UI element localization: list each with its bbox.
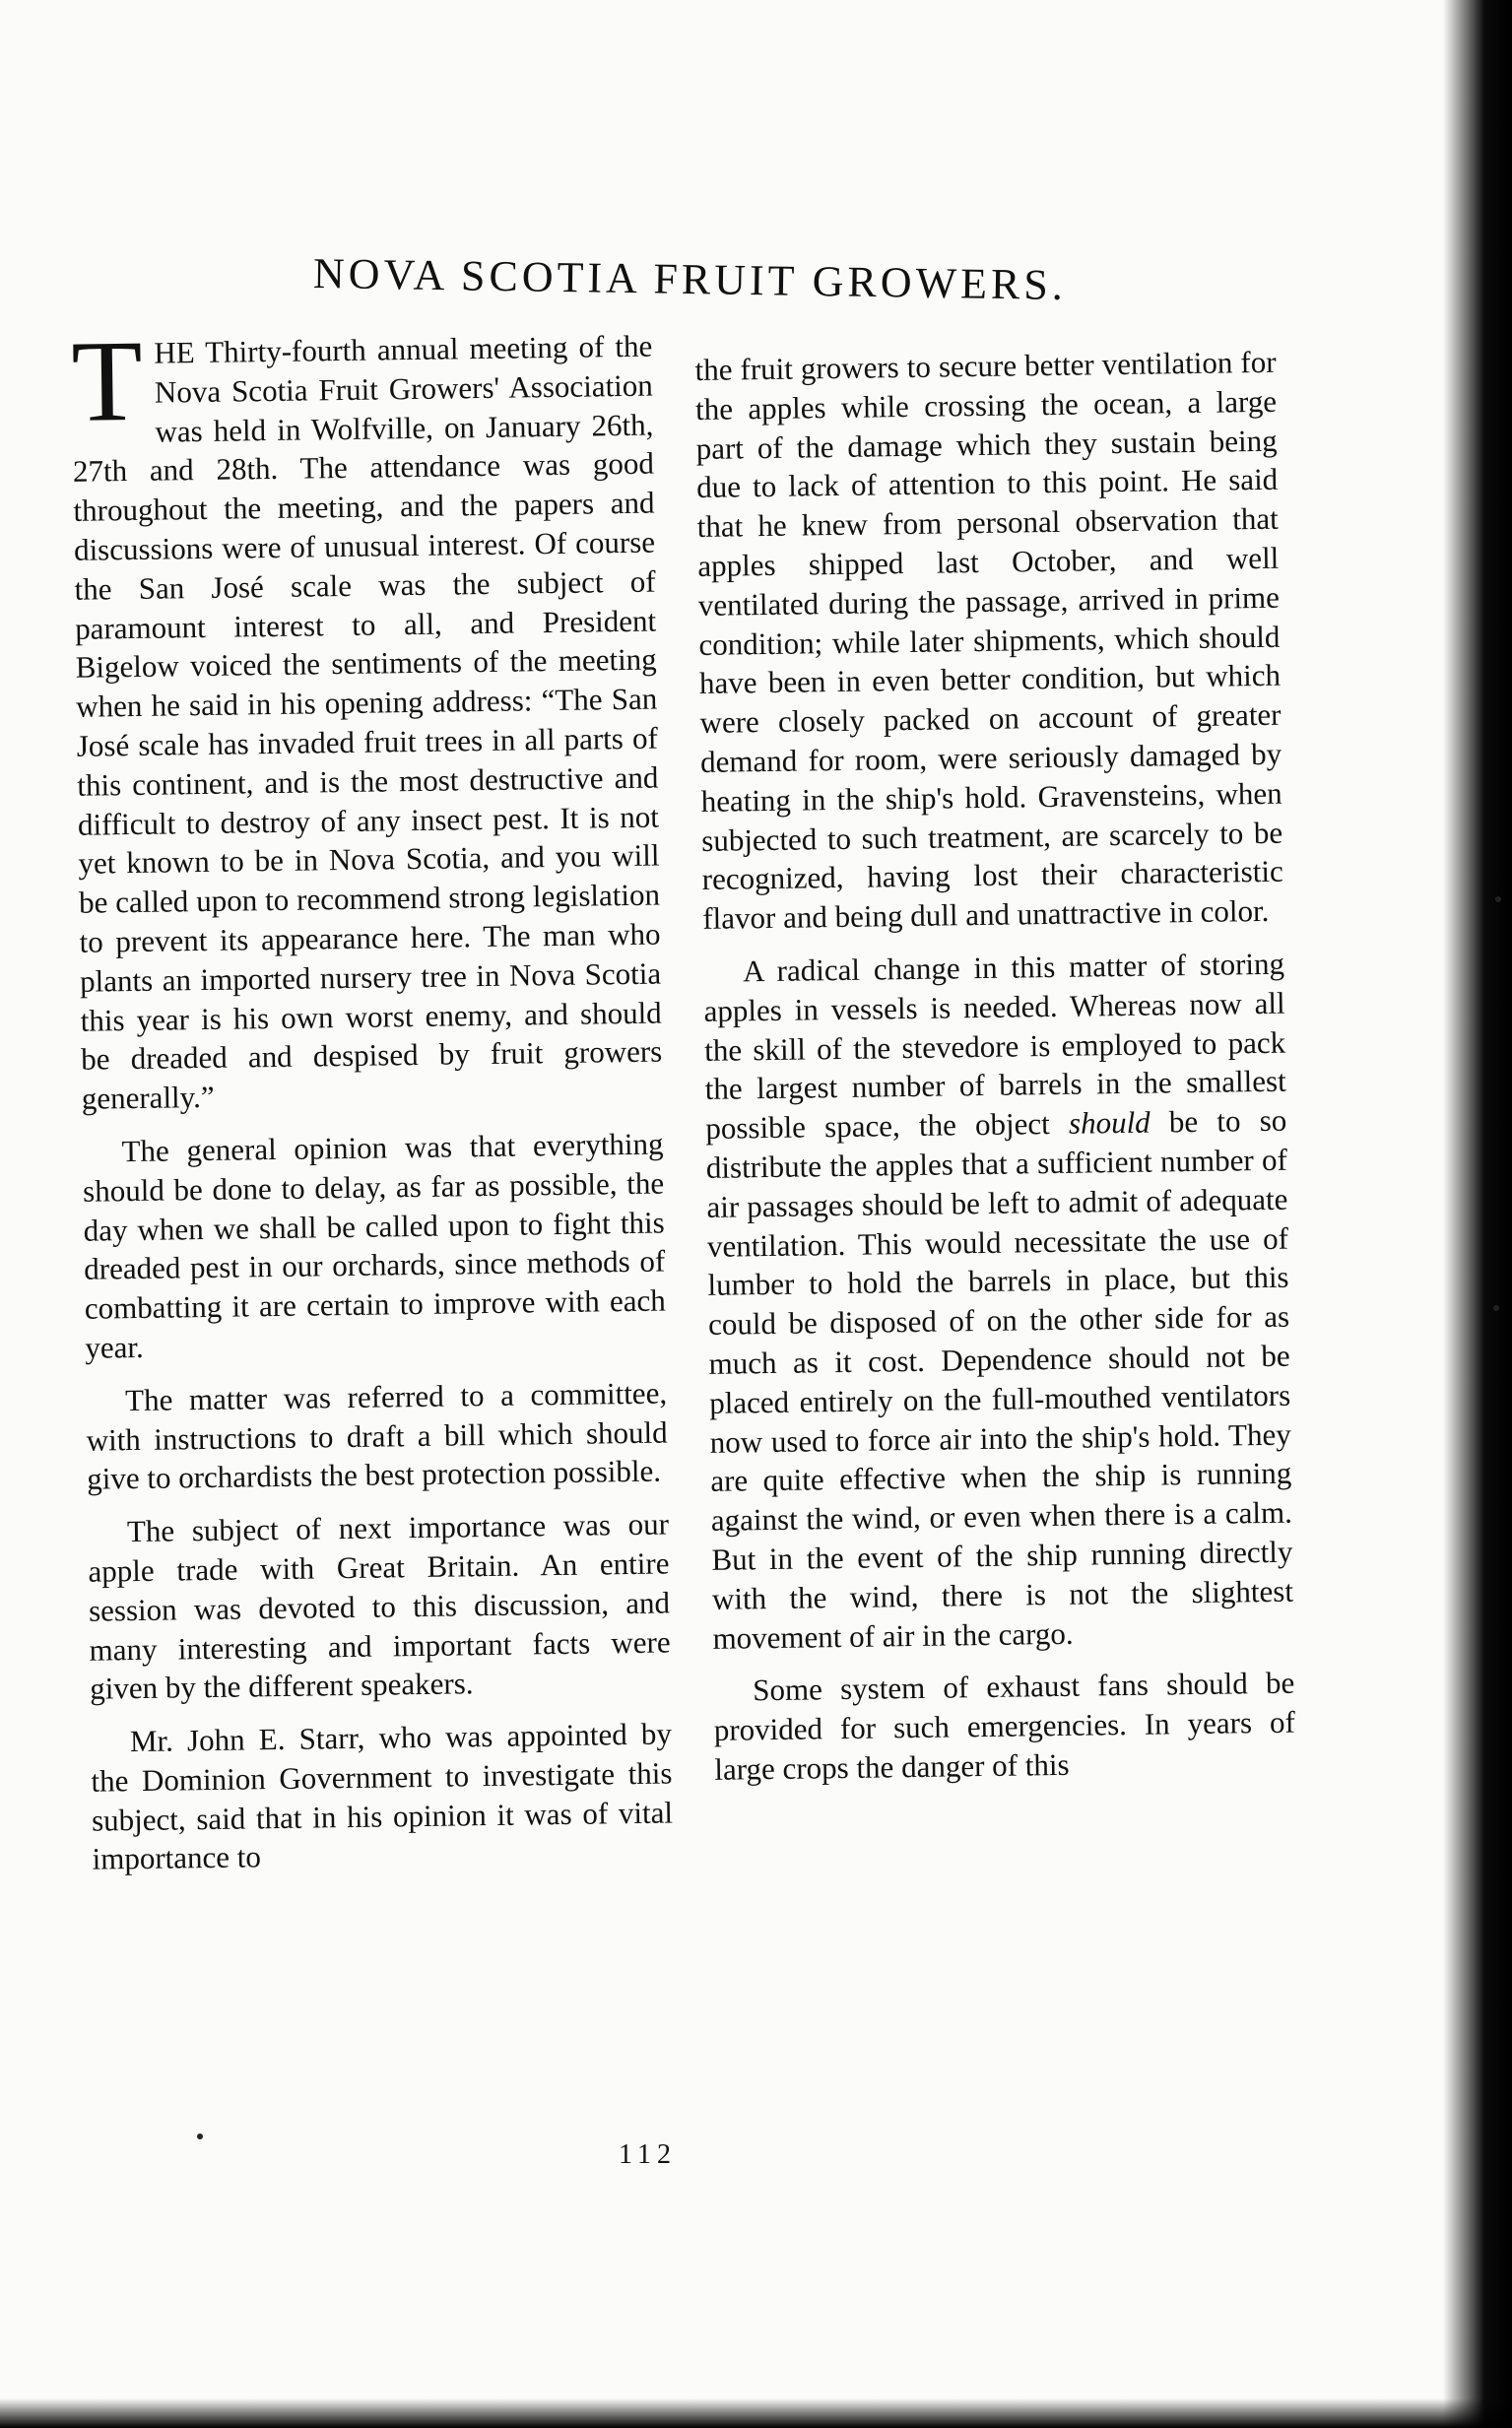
print-speck [1495, 896, 1501, 902]
left-column [70, 315, 674, 1893]
drop-cap: T [70, 315, 144, 446]
paragraph-4: The subject of next importance was our apple trade with Great Britain. An entire session was devoted to this discussion, and many interesting and important facts were given by the different speakers. [88, 1506, 671, 1706]
page-number: 112 [619, 2139, 677, 2170]
page-bottom-shadow [0, 2398, 1512, 2428]
paragraph-8: Some system of exhaust fans should be provided for such emergencies. In years of large crops the danger of this [713, 1665, 1296, 1787]
paragraph-3: The matter was referred to a committee, with instructions to draft a bill which should give to orchardists the best protection possible. [86, 1375, 668, 1497]
paragraph-1 [70, 315, 663, 1119]
print-speck [1493, 1305, 1499, 1311]
paragraph-7-text-a: A radical change in this matter of storing apples in vessels is needed. Whereas now all the skill of the stevedore is employed to pack the largest number of barrels in the smallest possible space, the object [703, 946, 1286, 1147]
article-body [59, 315, 1301, 2167]
article-title: NOVA SCOTIA FRUIT GROWERS. [312, 249, 1068, 310]
paragraph-1-text: HE Thirty-fourth annual meeting of the Nova Scotia Fruit Growers' Association was held in Wolfville, on January 26th, 27th and 28th. The attendance was good throughout the meeting, and the papers and discussions were of unusual interest. Of course the San José scale was the subject of paramount interest to all, and President Bigelow voiced the sentiments of the meeting when he said in his opening address: “The San José scale has invaded fruit trees in all parts of this continent, and is the most destructive and difficult to destroy of any insect pest. It is not yet known to be in Nova Scotia, and you will be called upon to recommend strong legislation to prevent its appearance here. The man who plants an imported nursery tree in Nova Scotia this year is his own worst enemy, and should be dreaded and despised by fruit growers generally.” [72, 328, 663, 1116]
paragraph-7 [703, 945, 1294, 1659]
print-speck [197, 2133, 203, 2139]
emphasis-should: should [1068, 1104, 1150, 1141]
paragraph-2: The general opinion was that everything should be done to delay, as far as possible, the day when we shall be called upon to fight this dreaded pest in our orchards, since methods of combatting it are certain to improve with each year. [82, 1126, 666, 1365]
right-column [694, 343, 1296, 1804]
paragraph-6: the fruit growers to secure better ventilation for the apples while crossing the ocean, a large part of the damage which they sustain being due to lack of attention to this point. He said that he knew from personal observation that apples shipped last October, and well ventilated during the passage, arrived in prime condition; while later shipments, which should have been in even better condition, but which were closely packed on account of greater demand for room, were seriously damaged by heating in the ship's hold. Gravensteins, when subjected to such treatment, are scarcely to be recognized, having lost their characteristic flavor and being dull and unattractive in color. [694, 344, 1283, 937]
paragraph-5: Mr. John E. Starr, who was appointed by the Dominion Government to investigate this subject, said that in his opinion it was of vital importance to [91, 1716, 674, 1877]
paragraph-7-text-b: be to so distribute the apples that a sufficient number of air passages should be left to admit of adequate ventilation. This would necessitate the use of lumber to hold the barrels in place, but this could be disposed of on the other side for as much as it cost. Dependence should not be placed entirely on the full-mouthed ventilators now used to force air into the ship's hold. They are quite effective when the ship is running against the wind, or even when there is a calm. But in the event of the ship running directly with the wind, there is not the slightest movement of air in the cargo. [705, 1102, 1294, 1656]
page-gutter-shadow [1443, 0, 1512, 2428]
